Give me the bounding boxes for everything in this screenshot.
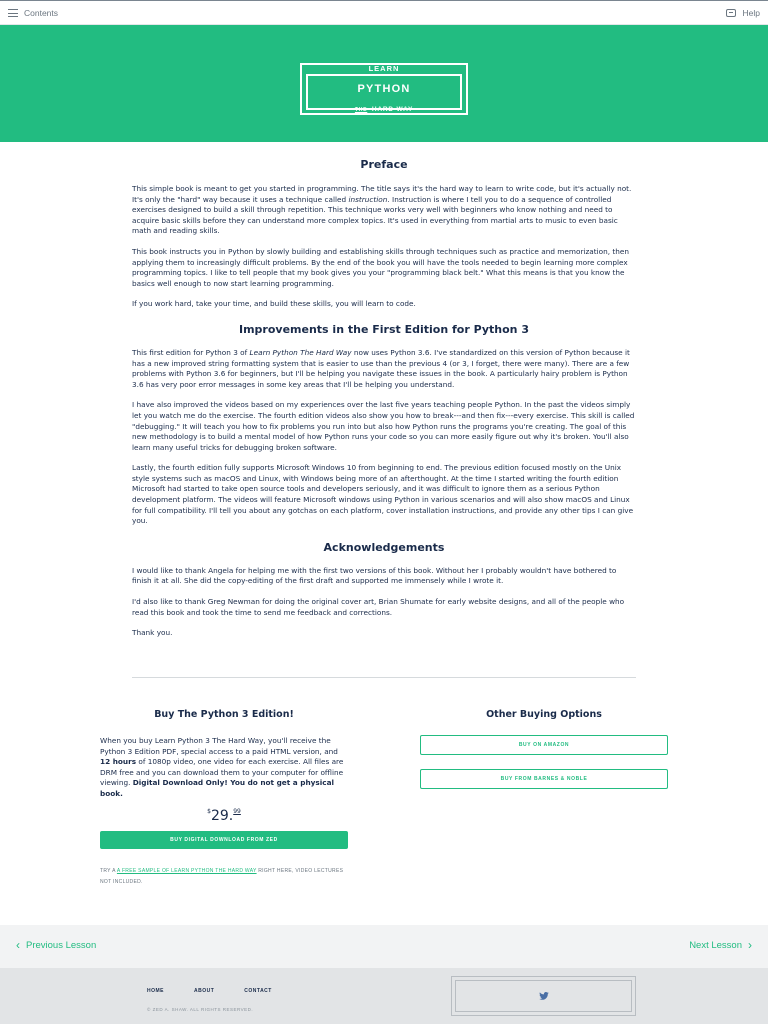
chevron-right-icon: › [748, 938, 752, 952]
buy-description: When you buy Learn Python 3 The Hard Way, you'll receive the Python 3 Edition PDF, special access to a paid HTML version, and 12 hours of 1080p video, one video for each exercise. All files are DRM free and you can download them to your computer for offline viewing. Digital Download Only! You do not get a physical book. [100, 736, 344, 798]
footer-link-about[interactable]: ABOUT [194, 988, 215, 994]
contents-label: Contents [24, 8, 59, 18]
next-lesson-label: Next Lesson [689, 940, 742, 951]
price-cents: 99 [233, 808, 241, 815]
free-sample-link[interactable]: A FREE SAMPLE OF LEARN PYTHON THE HARD WAY [116, 868, 257, 874]
top-bar [0, 0, 768, 25]
contents-toggle[interactable] [8, 8, 58, 18]
preface-paragraph-3: If you work hard, take your time, and build these skills, you will learn to code. [132, 299, 416, 309]
section-divider [132, 677, 636, 678]
preface-paragraph-1: This simple book is meant to get you started in programming. The title says it's the hard way to learn to write code, but it's actually not. It's only the "hard" way because it uses a technique called instruction. Instruction is where I tell you to do a sequence of controlled exercises designed to build a skill through repetition. This technique works very well with beginners who know nothing and need to acquire basic skills before they can understand more complex topics. It's used in everything from martial arts to music to even basic math and reading skills. [132, 184, 632, 236]
price-currency: $ [207, 808, 211, 815]
logo-hard-way-text: HARD WAY [371, 106, 414, 113]
buy-barnes-button[interactable]: BUY FROM BARNES & NOBLE [420, 769, 668, 789]
footer-links [147, 988, 272, 994]
free-sample-note: TRY A A FREE SAMPLE OF LEARN PYTHON THE HARD WAY RIGHT HERE, VIDEO LECTURES NOT INCLUDED. [100, 868, 344, 885]
main-content [132, 142, 636, 639]
chevron-left-icon: ‹ [16, 938, 20, 952]
other-options-title: Other Buying Options [486, 709, 602, 720]
preface-title: Preface [360, 158, 408, 171]
menu-icon [8, 9, 18, 17]
improvements-title: Improvements in the First Edition for Python 3 [239, 322, 529, 336]
twitter-button[interactable] [455, 980, 632, 1012]
acknowledgements-paragraph-2: I'd also like to thank Greg Newman for doing the original cover art, Brian Shumate for early website designs, and all of the people who read this book and took the time to send me feedback and corrections. [132, 597, 625, 617]
price-amount: 29. [210, 808, 234, 824]
logo-learn: LEARN [368, 64, 400, 73]
logo-python: PYTHON [357, 83, 411, 95]
footer-link-home[interactable]: HOME [147, 988, 164, 994]
previous-lesson-link[interactable] [16, 940, 96, 951]
acknowledgements-title: Acknowledgements [323, 540, 445, 554]
copyright: © ZED A. SHAW. ALL RIGHTS RESERVED. [147, 1007, 254, 1012]
buy-title: Buy The Python 3 Edition! [154, 709, 294, 720]
help-label: Help [742, 8, 760, 18]
twitter-icon [539, 992, 549, 1000]
logo-the: THE [354, 107, 368, 113]
acknowledgements-paragraph-1: I would like to thank Angela for helping me with the first two versions of this book. Without her I probably wouldn't have bothered to finish it at all. She did the copy-editing of the first draft and supported me immensely while I wrote it. [132, 565, 617, 586]
preface-paragraph-2: This book instructs you in Python by slowly building and establishing skills through techniques such as practice and memorization, then applying them to increasingly difficult problems. By the end of the book you will have the tools needed to begin learning more complex programming topics. I like to tell people that my book gives you your "programming black belt." What this means is that you know the basics well enough to now start learning programming. [132, 246, 629, 288]
buy-zed-button[interactable]: BUY DIGITAL DOWNLOAD FROM ZED [100, 831, 348, 849]
acknowledgements-paragraph-3: Thank you. [132, 628, 173, 638]
improvements-paragraph-2: I have also improved the videos based on my experiences over the last five years teaching people Python. In the past the videos simply let you watch me do the exercise. The fourth edition videos also show you how to break---and then fix---every exercise. This skill is called "debugging." It will teach you how to fix problems you run into but also how Python runs the programs you're creating. The goal of this new methodology is to build a mental model of how Python runs your code so you can more easily figure out why it's broken. You'll also learn many useful tricks for debugging broken software. [132, 400, 635, 452]
footer-link-contact[interactable]: CONTACT [244, 988, 272, 994]
keyboard-icon [726, 9, 736, 17]
next-lesson-link[interactable] [689, 940, 752, 951]
improvements-paragraph-1: This first edition for Python 3 of Learn Python The Hard Way now uses Python 3.6. I've standardized on this version of Python because it has a new improved string formatting system that is easier to use than the previous 4 (or 3, I forget, there were many). There are a few problems with Python 3.6 for beginners, but I'll be helping you navigate these issues in the book. A particularly hairy problem is Python 3.6 has very poor error messages in some key areas that I'll be helping you understand. [132, 347, 630, 389]
logo-hard-way [0, 106, 768, 113]
previous-lesson-label: Previous Lesson [26, 940, 97, 951]
buy-amazon-button[interactable]: BUY ON AMAZON [420, 735, 668, 755]
price [100, 805, 348, 824]
lesson-nav [0, 925, 768, 968]
improvements-paragraph-3: Lastly, the fourth edition fully supports Microsoft Windows 10 from beginning to end. The previous edition focused mostly on the Unix style systems such as macOS and Linux, with Windows being more of an afterthought. At the time I started writing the fourth edition Microsoft had started to take open source tools and developers seriously, and it was difficult to ignore them as a serious Python development platform. The videos will feature Microsoft windows using Python in various scenarios and will also show macOS and Linux for full compatibility. I'll tell you about any gotchas on each platform, cover installation instructions, and provide any other tips I can give you. [132, 463, 634, 526]
footer [0, 968, 768, 1024]
help-toggle[interactable] [726, 8, 760, 18]
